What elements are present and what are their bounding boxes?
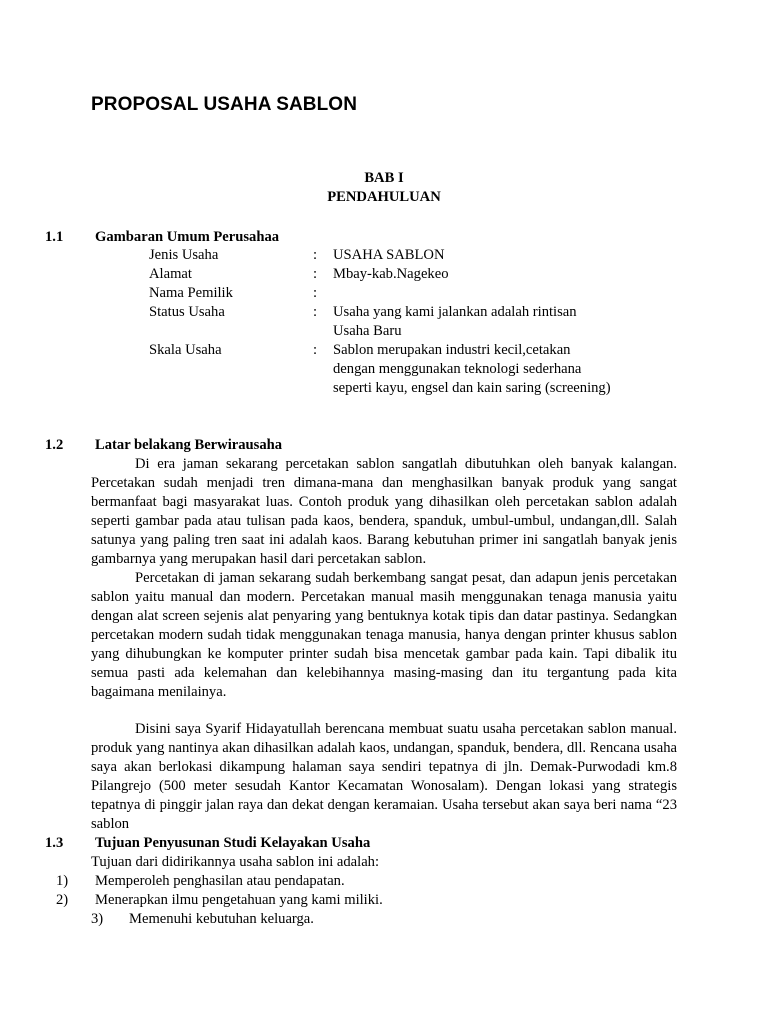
objectives-intro: Tujuan dari didirikannya usaha sablon ini adalah: (91, 854, 380, 870)
list-item: Memperoleh penghasilan atau pendapatan. (95, 873, 345, 889)
colon: : (313, 342, 318, 358)
paragraph-background-2: Percetakan di jaman sekarang sudah berkembang sangat pesat, dan adapun jenis percetakan sablon yaitu manual dan modern. Percetakan manual masih menggunakan tenaga manusia yaitu dengan alat screen sejenis alat penyaring yang bentuknya kotak tipis dan datar pastinya. Sedangkan percetakan modern sudah tidak menggunakan tenaga manusia, hanya dengan printer khusus sablon yang dihubungkan ke komputer printer sudah bisa mencetak gambar pada kain. Tapi dibalik itu semua pasti ada kelemahan dan kelebihannya masing-masing dan itu tergantung pada kita bagaimana menilainya. (91, 570, 677, 700)
document-title: PROPOSAL USAHA SABLON (91, 94, 358, 115)
value-skala-usaha-line-2: dengan menggunakan teknologi sederhana (333, 361, 582, 377)
section-1-3-number: 1.3 (45, 835, 64, 851)
label-alamat: Alamat (149, 266, 192, 282)
value-jenis-usaha: USAHA SABLON (333, 247, 445, 263)
paragraph-background-1: Di era jaman sekarang percetakan sablon sangatlah dibutuhkan oleh banyak kalangan. Percetakan sudah menjadi tren dimana-mana dan menghasilkan banyak produk yang sangat bermanfaat bagi masyarakat luas. Contoh produk yang dihasilkan oleh percetakan sablon adalah seperti gambar pada atau tulisan pada kaos, bendera, spanduk, umbul-umbul, undangan,dll. Salah satunya yang paling tren saat ini adalah kaos. Barang kebutuhan primer ini sangatlah banyak jenis gambarnya yang merupakan hasil dari percetakan sablon. (91, 456, 677, 567)
list-item-number: 1) (56, 873, 69, 889)
section-1-3-heading: Tujuan Penyusunan Studi Kelayakan Usaha (95, 835, 371, 851)
colon: : (313, 247, 318, 263)
section-1-2-number: 1.2 (45, 437, 64, 453)
label-nama-pemilik: Nama Pemilik (149, 285, 233, 301)
paragraph-background-3: Disini saya Syarif Hidayatullah berencana membuat suatu usaha percetakan sablon manual. produk yang nantinya akan dihasilkan adalah kaos, undangan, spanduk, bendera, dll. Rencana usaha saya akan berlokasi dikampung halaman saya sendiri tepatnya di jln. Demak-Purwodadi km.8 Pilangrejo (500 meter sesudah Kantor Kecamatan Wonosalam). Dengan lokasi yang strategis tepatnya di pinggir jalan raya dan dekat dengan keramaian. Usaha tersebut akan saya beri nama “23 sablon (91, 721, 677, 832)
list-item: Memenuhi kebutuhan keluarga. (129, 911, 314, 927)
chapter-title: PENDAHULUAN (327, 189, 441, 205)
colon: : (313, 266, 318, 282)
colon: : (313, 285, 318, 301)
value-alamat: Mbay-kab.Nagekeo (333, 266, 449, 282)
value-skala-usaha-line-3: seperti kayu, engsel dan kain saring (screening) (333, 380, 611, 396)
label-status-usaha: Status Usaha (149, 304, 225, 320)
value-status-usaha-line-2: Usaha Baru (333, 323, 402, 339)
section-1-1-number: 1.1 (45, 229, 64, 245)
list-item-number: 3) (91, 911, 104, 927)
list-item: Menerapkan ilmu pengetahuan yang kami miliki. (95, 892, 383, 908)
chapter-number: BAB I (364, 170, 404, 186)
label-jenis-usaha: Jenis Usaha (149, 247, 219, 263)
section-1-2-heading: Latar belakang Berwirausaha (95, 437, 283, 453)
value-skala-usaha-line-1: Sablon merupakan industri kecil,cetakan (333, 342, 571, 358)
list-item-number: 2) (56, 892, 69, 908)
value-status-usaha-line-1: Usaha yang kami jalankan adalah rintisan (333, 304, 577, 320)
label-skala-usaha: Skala Usaha (149, 342, 222, 358)
colon: : (313, 304, 318, 320)
section-1-1-heading: Gambaran Umum Perusahaa (95, 229, 280, 245)
